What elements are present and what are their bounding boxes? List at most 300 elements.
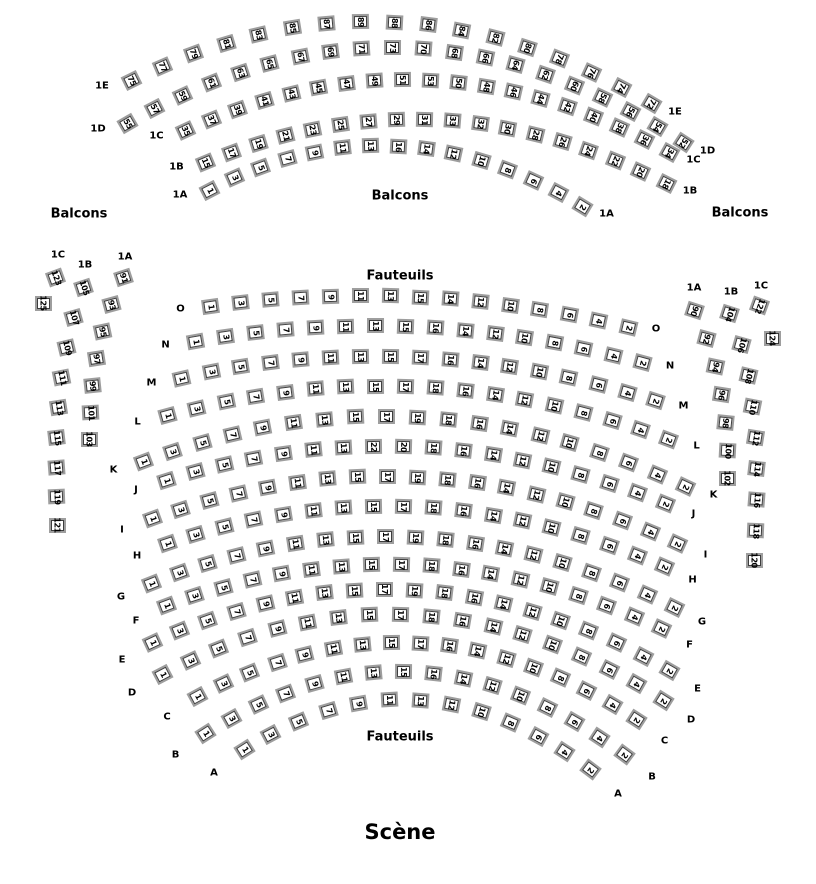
seat[interactable] — [396, 319, 414, 335]
seat[interactable] — [306, 319, 324, 335]
seat[interactable] — [200, 109, 221, 129]
seat[interactable] — [499, 712, 521, 733]
seat[interactable] — [394, 499, 411, 514]
seat[interactable] — [626, 545, 647, 565]
seat[interactable] — [559, 368, 579, 386]
seat[interactable] — [719, 303, 740, 323]
seat[interactable] — [609, 117, 631, 138]
seat[interactable] — [366, 318, 383, 333]
seat[interactable] — [366, 379, 383, 394]
seat[interactable] — [746, 522, 764, 538]
seat[interactable] — [485, 28, 505, 47]
seat[interactable] — [602, 411, 623, 430]
seat[interactable] — [172, 369, 192, 387]
seat[interactable] — [675, 476, 697, 497]
seat[interactable] — [259, 724, 281, 745]
seat[interactable] — [471, 293, 489, 310]
seat[interactable] — [464, 588, 483, 606]
seat[interactable] — [512, 511, 532, 529]
seat[interactable] — [385, 14, 403, 30]
seat[interactable] — [541, 634, 562, 654]
seat[interactable] — [192, 433, 212, 452]
seat[interactable] — [497, 159, 518, 179]
seat[interactable] — [738, 366, 758, 385]
seat[interactable] — [441, 291, 459, 307]
seat[interactable] — [83, 377, 101, 394]
seat[interactable] — [537, 697, 559, 718]
seat[interactable] — [382, 635, 399, 650]
seat[interactable] — [422, 558, 440, 574]
seat[interactable] — [361, 607, 379, 623]
seat[interactable] — [44, 267, 65, 287]
seat[interactable] — [530, 301, 549, 318]
seat[interactable] — [231, 358, 250, 375]
seat[interactable] — [348, 694, 367, 712]
seat[interactable] — [377, 409, 394, 424]
seat[interactable] — [47, 459, 65, 475]
seat[interactable] — [216, 33, 237, 52]
seat[interactable] — [598, 659, 620, 680]
seat[interactable] — [640, 93, 662, 115]
seat[interactable] — [632, 353, 652, 372]
seat[interactable] — [321, 288, 338, 304]
seat[interactable] — [470, 414, 489, 431]
seat[interactable] — [81, 404, 99, 420]
seat[interactable] — [493, 594, 513, 613]
seat[interactable] — [445, 44, 464, 61]
seat[interactable] — [316, 531, 334, 548]
seat[interactable] — [285, 534, 304, 551]
seat[interactable] — [580, 62, 602, 83]
seat[interactable] — [162, 442, 183, 462]
seat[interactable] — [449, 74, 468, 91]
seat[interactable] — [411, 349, 429, 365]
seat[interactable] — [230, 63, 251, 83]
seat[interactable] — [452, 21, 472, 39]
seat[interactable] — [439, 411, 457, 428]
seat[interactable] — [422, 608, 440, 625]
seat[interactable] — [630, 161, 652, 182]
seat[interactable] — [471, 354, 490, 371]
seat[interactable] — [353, 636, 371, 653]
seat[interactable] — [625, 708, 647, 730]
seat[interactable] — [435, 584, 454, 601]
seat[interactable] — [636, 584, 658, 605]
seat[interactable] — [337, 75, 356, 92]
seat[interactable] — [321, 349, 339, 365]
seat[interactable] — [200, 73, 221, 93]
seat[interactable] — [421, 72, 439, 88]
seat[interactable] — [183, 44, 204, 64]
seat[interactable] — [495, 539, 515, 557]
seat[interactable] — [315, 411, 333, 428]
seat[interactable] — [208, 638, 229, 658]
seat[interactable] — [224, 168, 246, 189]
seat[interactable] — [408, 409, 426, 425]
seat[interactable] — [544, 334, 563, 352]
seat[interactable] — [333, 139, 352, 156]
seat[interactable] — [523, 657, 544, 677]
seat[interactable] — [364, 664, 382, 680]
seat[interactable] — [317, 15, 335, 31]
seat[interactable] — [651, 618, 673, 639]
seat[interactable] — [632, 646, 654, 667]
seat[interactable] — [500, 419, 520, 437]
seat[interactable] — [361, 138, 378, 154]
seat[interactable] — [596, 595, 617, 615]
seat[interactable] — [504, 82, 524, 100]
seat[interactable] — [331, 116, 350, 133]
seat[interactable] — [387, 112, 404, 128]
seat[interactable] — [498, 119, 517, 137]
seat[interactable] — [604, 150, 625, 170]
seat[interactable] — [658, 660, 680, 681]
seat[interactable] — [454, 442, 473, 459]
seat[interactable] — [381, 348, 398, 363]
seat[interactable] — [144, 98, 166, 119]
seat[interactable] — [549, 49, 570, 69]
seat[interactable] — [275, 683, 296, 703]
seat[interactable] — [185, 462, 205, 481]
seat[interactable] — [281, 84, 301, 103]
seat[interactable] — [364, 439, 381, 454]
seat[interactable] — [544, 396, 564, 414]
seat[interactable] — [745, 428, 764, 445]
seat[interactable] — [583, 500, 604, 520]
seat[interactable] — [155, 596, 176, 616]
seat[interactable] — [512, 625, 533, 644]
seat[interactable] — [415, 112, 432, 127]
seat[interactable] — [220, 708, 242, 729]
seat[interactable] — [468, 642, 488, 660]
seat[interactable] — [444, 144, 464, 162]
seat[interactable] — [140, 573, 161, 593]
seat[interactable] — [568, 586, 589, 606]
seat[interactable] — [304, 502, 323, 519]
seat[interactable] — [351, 288, 368, 303]
seat[interactable] — [522, 170, 544, 191]
seat[interactable] — [247, 694, 269, 715]
seat[interactable] — [73, 277, 94, 297]
seat[interactable] — [175, 120, 197, 141]
seat[interactable] — [179, 650, 201, 671]
seat[interactable] — [226, 601, 247, 620]
seat[interactable] — [465, 534, 484, 551]
seat[interactable] — [168, 563, 189, 583]
seat[interactable] — [610, 77, 632, 98]
seat[interactable] — [517, 37, 538, 57]
seat[interactable] — [443, 113, 461, 129]
seat[interactable] — [530, 362, 549, 380]
seat[interactable] — [291, 290, 309, 306]
seat[interactable] — [284, 588, 303, 606]
seat[interactable] — [605, 633, 627, 654]
seat[interactable] — [318, 471, 336, 487]
seat[interactable] — [276, 321, 294, 337]
seat[interactable] — [396, 379, 413, 394]
seat[interactable] — [570, 526, 591, 545]
seat[interactable] — [222, 425, 242, 444]
seat[interactable] — [323, 639, 342, 657]
seat[interactable] — [348, 469, 366, 485]
seat[interactable] — [304, 674, 324, 693]
seat[interactable] — [742, 397, 762, 415]
seat[interactable] — [201, 298, 220, 315]
seat[interactable] — [171, 85, 193, 106]
seat[interactable] — [133, 452, 154, 472]
seat[interactable] — [581, 562, 602, 582]
seat[interactable] — [471, 702, 492, 721]
seat[interactable] — [246, 324, 265, 341]
seat[interactable] — [696, 329, 716, 348]
seat[interactable] — [579, 759, 602, 781]
seat[interactable] — [212, 673, 234, 694]
seat[interactable] — [157, 534, 178, 554]
seat[interactable] — [332, 558, 350, 574]
seat[interactable] — [613, 743, 636, 765]
seat[interactable] — [483, 506, 502, 524]
seat[interactable] — [242, 570, 262, 588]
seat[interactable] — [49, 518, 66, 533]
seat[interactable] — [226, 546, 246, 565]
seat[interactable] — [384, 40, 401, 55]
seat[interactable] — [267, 652, 288, 672]
seat[interactable] — [553, 741, 575, 763]
seat[interactable] — [201, 363, 221, 381]
seat[interactable] — [424, 440, 442, 456]
seat[interactable] — [611, 510, 632, 530]
seat[interactable] — [573, 403, 593, 422]
seat[interactable] — [523, 546, 543, 565]
seat[interactable] — [539, 577, 559, 596]
seat[interactable] — [284, 414, 303, 431]
seat[interactable] — [747, 460, 766, 477]
seat[interactable] — [426, 380, 444, 396]
seat[interactable] — [261, 292, 279, 308]
seat[interactable] — [101, 295, 121, 314]
seat[interactable] — [351, 348, 368, 363]
seat[interactable] — [405, 582, 423, 598]
seat[interactable] — [290, 47, 310, 65]
seat[interactable] — [272, 565, 291, 583]
seat[interactable] — [588, 726, 610, 748]
seat[interactable] — [226, 100, 247, 120]
seat[interactable] — [244, 511, 264, 529]
seat[interactable] — [563, 75, 584, 95]
seat[interactable] — [214, 517, 234, 536]
seat[interactable] — [475, 49, 495, 67]
seat[interactable] — [588, 375, 608, 394]
seat[interactable] — [291, 351, 309, 367]
seat[interactable] — [609, 573, 630, 593]
seat[interactable] — [552, 132, 573, 151]
seat[interactable] — [309, 79, 328, 97]
seat[interactable] — [170, 499, 191, 518]
seat[interactable] — [254, 91, 275, 110]
seat[interactable] — [417, 140, 436, 157]
seat[interactable] — [392, 607, 409, 622]
seat[interactable] — [329, 609, 348, 626]
seat[interactable] — [141, 633, 163, 654]
seat[interactable] — [321, 43, 340, 60]
seat[interactable] — [654, 556, 676, 577]
seat[interactable] — [411, 635, 429, 651]
seat[interactable] — [304, 143, 324, 161]
seat[interactable] — [120, 70, 142, 91]
seat[interactable] — [574, 339, 594, 357]
seat[interactable] — [530, 426, 550, 445]
seat[interactable] — [194, 723, 216, 745]
seat[interactable] — [214, 455, 234, 473]
seat[interactable] — [645, 391, 666, 410]
seat[interactable] — [288, 711, 309, 731]
seat[interactable] — [578, 621, 599, 641]
seat[interactable] — [157, 406, 177, 425]
seat[interactable] — [424, 665, 443, 682]
seat[interactable] — [51, 368, 71, 386]
seat[interactable] — [156, 470, 177, 489]
seat[interactable] — [351, 14, 368, 29]
seat[interactable] — [249, 25, 269, 43]
seat[interactable] — [376, 529, 393, 544]
seat[interactable] — [731, 334, 751, 353]
seat[interactable] — [408, 469, 426, 485]
seat[interactable] — [510, 570, 530, 588]
seat[interactable] — [353, 40, 371, 56]
seat[interactable] — [716, 414, 734, 431]
seat[interactable] — [276, 384, 295, 401]
seat[interactable] — [86, 349, 105, 366]
seat[interactable] — [627, 483, 648, 503]
seat[interactable] — [500, 357, 519, 374]
seat[interactable] — [231, 294, 250, 311]
seat[interactable] — [705, 357, 725, 375]
seat[interactable] — [92, 322, 112, 340]
seat[interactable] — [304, 441, 322, 458]
seat[interactable] — [345, 582, 363, 598]
seat[interactable] — [303, 120, 323, 138]
seat[interactable] — [169, 621, 190, 641]
seat[interactable] — [302, 561, 321, 578]
seat[interactable] — [362, 557, 379, 572]
seat[interactable] — [228, 484, 248, 502]
seat[interactable] — [365, 72, 383, 88]
seat[interactable] — [277, 149, 297, 168]
seat[interactable] — [496, 649, 517, 668]
seat[interactable] — [221, 142, 242, 162]
seat[interactable] — [603, 346, 623, 365]
seat[interactable] — [549, 668, 571, 689]
seat[interactable] — [647, 464, 669, 484]
seat[interactable] — [81, 432, 98, 447]
seat[interactable] — [239, 662, 260, 682]
seat[interactable] — [261, 354, 280, 371]
seat[interactable] — [471, 115, 490, 132]
seat[interactable] — [547, 182, 569, 203]
seat[interactable] — [424, 500, 442, 516]
seat[interactable] — [184, 586, 205, 606]
seat[interactable] — [619, 100, 641, 121]
seat[interactable] — [476, 77, 495, 95]
seat[interactable] — [246, 388, 265, 406]
seat[interactable] — [186, 399, 206, 418]
seat[interactable] — [255, 594, 275, 613]
seat[interactable] — [456, 322, 474, 339]
seat[interactable] — [486, 325, 505, 342]
seat[interactable] — [576, 680, 598, 701]
seat[interactable] — [394, 664, 411, 679]
seat[interactable] — [334, 439, 352, 455]
seat[interactable] — [336, 379, 354, 395]
seat[interactable] — [630, 420, 651, 440]
seat[interactable] — [515, 390, 534, 408]
seat[interactable] — [625, 673, 647, 694]
seat[interactable] — [56, 338, 76, 357]
seat[interactable] — [599, 535, 620, 555]
seat[interactable] — [525, 125, 545, 144]
seat[interactable] — [747, 491, 765, 507]
seat[interactable] — [414, 41, 432, 57]
seat[interactable] — [393, 72, 410, 87]
seat[interactable] — [684, 300, 705, 320]
seat[interactable] — [197, 610, 218, 630]
seat[interactable] — [718, 442, 736, 458]
seat[interactable] — [658, 430, 679, 450]
seat[interactable] — [515, 329, 534, 346]
seat[interactable] — [411, 289, 429, 305]
seat[interactable] — [601, 694, 623, 715]
seat[interactable] — [376, 582, 393, 597]
seat[interactable] — [453, 611, 472, 629]
seat[interactable] — [541, 457, 561, 476]
seat[interactable] — [380, 692, 398, 708]
seat[interactable] — [274, 445, 293, 462]
seat[interactable] — [336, 318, 353, 333]
seat[interactable] — [394, 439, 411, 454]
seat[interactable] — [483, 446, 502, 463]
seat[interactable] — [570, 646, 592, 667]
seat[interactable] — [578, 140, 599, 160]
seat[interactable] — [216, 393, 236, 411]
seat[interactable] — [559, 433, 579, 452]
seat[interactable] — [652, 689, 674, 711]
seat[interactable] — [441, 351, 459, 367]
seat[interactable] — [306, 381, 324, 397]
seat[interactable] — [639, 521, 660, 541]
seat[interactable] — [334, 500, 352, 516]
seat[interactable] — [557, 97, 578, 117]
seat[interactable] — [535, 64, 556, 84]
seat[interactable] — [438, 471, 456, 488]
seat[interactable] — [315, 584, 334, 601]
seat[interactable] — [530, 89, 550, 108]
seat[interactable] — [258, 478, 277, 496]
seat[interactable] — [436, 531, 454, 548]
seat[interactable] — [47, 488, 65, 504]
seat[interactable] — [392, 557, 409, 572]
seat[interactable] — [509, 685, 530, 705]
seat[interactable] — [527, 725, 549, 746]
seat[interactable] — [599, 473, 620, 493]
seat[interactable] — [505, 55, 525, 74]
seat[interactable] — [298, 613, 317, 631]
seat[interactable] — [550, 610, 571, 630]
seat[interactable] — [617, 383, 638, 402]
seat[interactable] — [346, 529, 364, 545]
seat[interactable] — [559, 306, 578, 324]
seat[interactable] — [364, 499, 381, 514]
seat[interactable] — [623, 606, 644, 626]
